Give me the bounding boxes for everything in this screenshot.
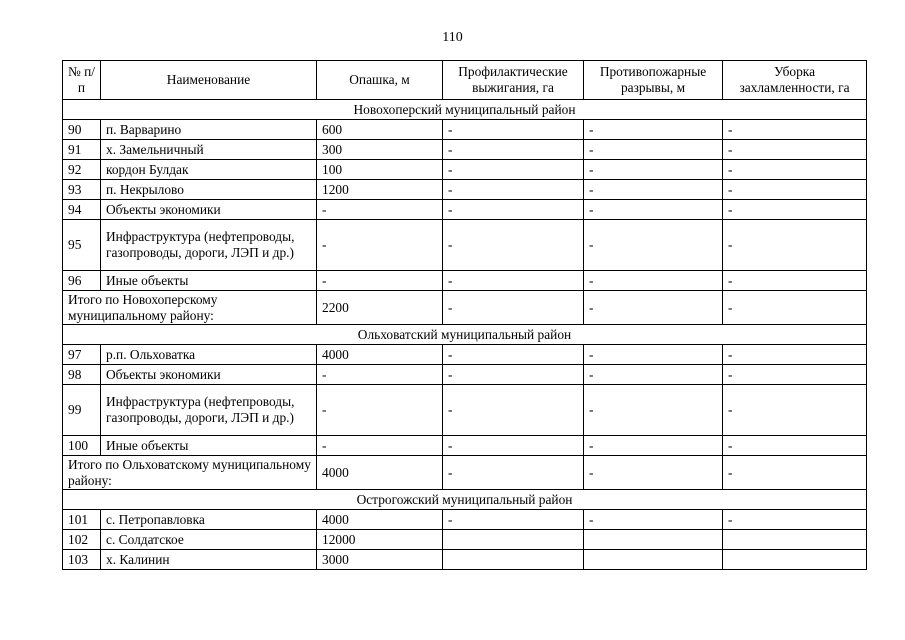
cell-cleanup: - <box>723 220 867 271</box>
section-title: Ольховатский муниципальный район <box>63 325 867 345</box>
cell-name: Объекты экономики <box>101 200 317 220</box>
total-firebreak: 4000 <box>317 456 443 490</box>
cell-firebreak: 4000 <box>317 345 443 365</box>
cell-gaps: - <box>584 510 723 530</box>
cell-num: 100 <box>63 436 101 456</box>
cell-gaps: - <box>584 436 723 456</box>
section-title: Новохоперский муниципальный район <box>63 100 867 120</box>
cell-cleanup: - <box>723 436 867 456</box>
cell-num: 102 <box>63 530 101 550</box>
cell-firebreak: - <box>317 220 443 271</box>
cell-gaps: - <box>584 160 723 180</box>
cell-cleanup: - <box>723 140 867 160</box>
total-burning: - <box>443 291 584 325</box>
header-burning: Профилактические выжигания, га <box>443 61 584 100</box>
table-row <box>63 345 867 365</box>
cell-burning: - <box>443 200 584 220</box>
cell-firebreak: 4000 <box>317 510 443 530</box>
cell-gaps: - <box>584 220 723 271</box>
cell-burning: - <box>443 271 584 291</box>
cell-burning: - <box>443 180 584 200</box>
cell-num: 103 <box>63 550 101 570</box>
cell-name: Иные объекты <box>101 271 317 291</box>
cell-cleanup: - <box>723 510 867 530</box>
header-name: Наименование <box>101 61 317 100</box>
cell-name: кордон Булдак <box>101 160 317 180</box>
cell-name: х. Калинин <box>101 550 317 570</box>
cell-burning <box>443 550 584 570</box>
total-gaps: - <box>584 456 723 490</box>
cell-burning <box>443 530 584 550</box>
cell-num: 96 <box>63 271 101 291</box>
total-cleanup: - <box>723 456 867 490</box>
header-num: № п/п <box>63 61 101 100</box>
header-row <box>63 61 867 100</box>
cell-gaps <box>584 530 723 550</box>
cell-name: Иные объекты <box>101 436 317 456</box>
cell-gaps <box>584 550 723 570</box>
cell-name: Инфраструктура (нефтепроводы, газопроводы, дороги, ЛЭП и др.) <box>101 385 317 436</box>
section-row <box>63 490 867 510</box>
cell-gaps: - <box>584 365 723 385</box>
table-row <box>63 160 867 180</box>
cell-firebreak: 1200 <box>317 180 443 200</box>
cell-gaps: - <box>584 120 723 140</box>
table-row <box>63 140 867 160</box>
table-row <box>63 271 867 291</box>
cell-name: х. Замельничный <box>101 140 317 160</box>
table-row <box>63 510 867 530</box>
cell-burning: - <box>443 160 584 180</box>
cell-firebreak: - <box>317 385 443 436</box>
cell-num: 99 <box>63 385 101 436</box>
cell-firebreak: - <box>317 271 443 291</box>
cell-firebreak: - <box>317 436 443 456</box>
total-row <box>63 291 867 325</box>
total-firebreak: 2200 <box>317 291 443 325</box>
total-burning: - <box>443 456 584 490</box>
cell-num: 92 <box>63 160 101 180</box>
cell-name: Объекты экономики <box>101 365 317 385</box>
cell-burning: - <box>443 385 584 436</box>
cell-num: 98 <box>63 365 101 385</box>
cell-cleanup <box>723 550 867 570</box>
cell-name: Инфраструктура (нефтепроводы, газопроводы, дороги, ЛЭП и др.) <box>101 220 317 271</box>
cell-name: п. Варварино <box>101 120 317 140</box>
cell-name: с. Петропавловка <box>101 510 317 530</box>
cell-burning: - <box>443 120 584 140</box>
cell-cleanup <box>723 530 867 550</box>
table-row <box>63 436 867 456</box>
cell-burning: - <box>443 140 584 160</box>
cell-gaps: - <box>584 385 723 436</box>
cell-name: п. Некрылово <box>101 180 317 200</box>
table-row <box>63 180 867 200</box>
cell-firebreak: 3000 <box>317 550 443 570</box>
cell-firebreak: 300 <box>317 140 443 160</box>
cell-num: 93 <box>63 180 101 200</box>
cell-cleanup: - <box>723 385 867 436</box>
cell-firebreak: 600 <box>317 120 443 140</box>
cell-burning: - <box>443 220 584 271</box>
table-row <box>63 220 867 271</box>
cell-firebreak: - <box>317 365 443 385</box>
table-row <box>63 530 867 550</box>
cell-gaps: - <box>584 271 723 291</box>
firebreak-table <box>62 60 867 570</box>
table-row <box>63 385 867 436</box>
cell-burning: - <box>443 510 584 530</box>
cell-cleanup: - <box>723 160 867 180</box>
table-row <box>63 120 867 140</box>
cell-num: 95 <box>63 220 101 271</box>
page-number: 110 <box>442 30 463 45</box>
table-row <box>63 200 867 220</box>
cell-firebreak: - <box>317 200 443 220</box>
total-label: Итого по Новохоперскому муниципальному району: <box>63 291 317 325</box>
section-row <box>63 100 867 120</box>
cell-gaps: - <box>584 180 723 200</box>
cell-num: 101 <box>63 510 101 530</box>
cell-num: 94 <box>63 200 101 220</box>
header-fire-gaps: Противопожарные разрывы, м <box>584 61 723 100</box>
total-row <box>63 456 867 490</box>
total-cleanup: - <box>723 291 867 325</box>
cell-burning: - <box>443 365 584 385</box>
header-cleanup: Уборка захламленности, га <box>723 61 867 100</box>
total-gaps: - <box>584 291 723 325</box>
cell-num: 91 <box>63 140 101 160</box>
table-row <box>63 550 867 570</box>
cell-cleanup: - <box>723 345 867 365</box>
cell-num: 97 <box>63 345 101 365</box>
cell-cleanup: - <box>723 120 867 140</box>
header-firebreak: Опашка, м <box>317 61 443 100</box>
cell-cleanup: - <box>723 200 867 220</box>
cell-name: р.п. Ольховатка <box>101 345 317 365</box>
cell-num: 90 <box>63 120 101 140</box>
total-label: Итого по Ольховатскому муниципальному району: <box>63 456 317 490</box>
cell-gaps: - <box>584 140 723 160</box>
section-row <box>63 325 867 345</box>
section-title: Острогожский муниципальный район <box>63 490 867 510</box>
cell-burning: - <box>443 436 584 456</box>
cell-cleanup: - <box>723 180 867 200</box>
cell-burning: - <box>443 345 584 365</box>
cell-firebreak: 12000 <box>317 530 443 550</box>
table-row <box>63 365 867 385</box>
cell-cleanup: - <box>723 271 867 291</box>
cell-firebreak: 100 <box>317 160 443 180</box>
cell-gaps: - <box>584 345 723 365</box>
cell-name: с. Солдатское <box>101 530 317 550</box>
cell-gaps: - <box>584 200 723 220</box>
cell-cleanup: - <box>723 365 867 385</box>
